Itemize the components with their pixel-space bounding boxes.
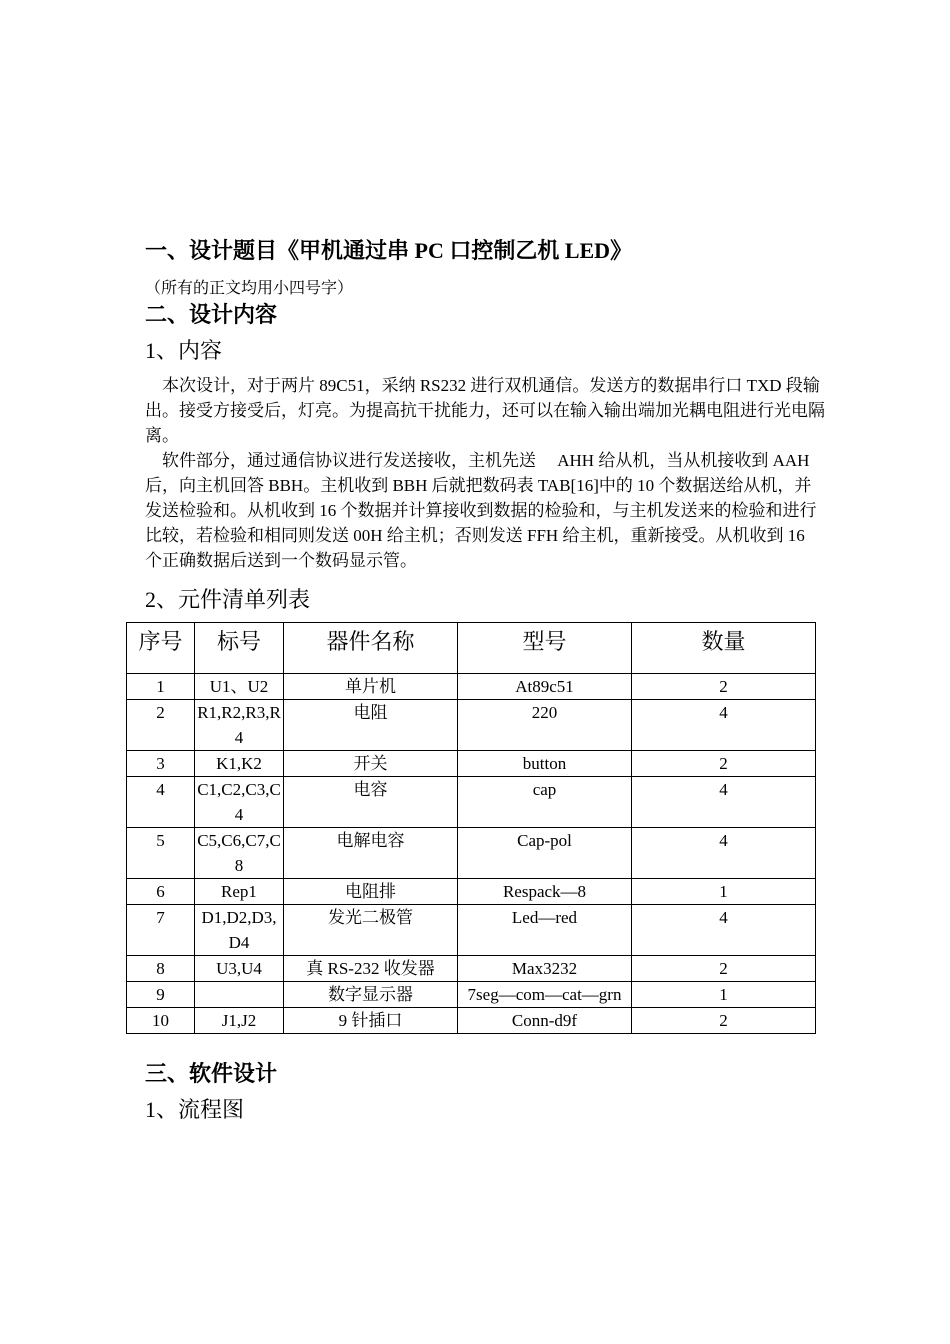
row-number-cell: 5 [127,828,195,879]
component-name-cell: 电容 [284,777,458,828]
table-header-row [127,623,816,674]
table-row [127,905,816,956]
table-row [127,828,816,879]
header-cell: 数量 [632,623,816,674]
row-number-cell: 7 [127,905,195,956]
section-heading-software-design: 三、软件设计 [145,1061,278,1086]
quantity-cell: 1 [632,879,816,905]
row-number-cell: 3 [127,751,195,777]
model-cell: Conn-d9f [458,1008,632,1034]
quantity-cell: 4 [632,828,816,879]
ref-label-cell: C1,C2,C3,C4 [195,777,284,828]
paragraph-text: 本次设计，对于两片 89C51，采纳 RS232 进行双机通信。发送方的数据串行口 TXD 段输出。接受方接受后，灯亮。为提高抗干扰能力，还可以在输入输出端加光耦电阻进行光电隔离。 [145,376,825,445]
header-cell: 器件名称 [284,623,458,674]
ref-label-cell: C5,C6,C7,C8 [195,828,284,879]
component-name-cell: 电阻排 [284,879,458,905]
ref-label-cell: D1,D2,D3,D4 [195,905,284,956]
quantity-cell: 4 [632,905,816,956]
table-row [127,751,816,777]
quantity-cell: 2 [632,1008,816,1034]
model-cell: 220 [458,700,632,751]
model-cell: Led—red [458,905,632,956]
body-paragraph-1 [145,373,825,448]
component-name-cell: 发光二极管 [284,905,458,956]
component-name-cell: 数字显示器 [284,982,458,1008]
header-cell: 序号 [127,623,195,674]
table-row [127,777,816,828]
table-row [127,674,816,700]
table-row [127,982,816,1008]
component-name-cell: 真 RS-232 收发器 [284,956,458,982]
row-number-cell: 6 [127,879,195,905]
quantity-cell: 4 [632,700,816,751]
design-title: 一、设计题目《甲机通过串 PC 口控制乙机 LED》 [145,238,633,263]
row-number-cell: 10 [127,1008,195,1034]
model-cell: At89c51 [458,674,632,700]
component-name-cell: 开关 [284,751,458,777]
font-size-note: （所有的正文均用小四号字） [145,280,354,297]
table-row [127,879,816,905]
quantity-cell: 2 [632,751,816,777]
component-name-cell: 电解电容 [284,828,458,879]
ref-label-cell [195,982,284,1008]
body-paragraph-2 [145,448,825,573]
component-name-cell: 单片机 [284,674,458,700]
ref-label-cell: Rep1 [195,879,284,905]
section-heading-design-content: 二、设计内容 [145,302,278,327]
header-cell: 标号 [195,623,284,674]
quantity-cell: 1 [632,982,816,1008]
row-number-cell: 2 [127,700,195,751]
row-number-cell: 9 [127,982,195,1008]
table-row [127,956,816,982]
subheading-flowchart: 1、流程图 [145,1097,245,1122]
model-cell: Cap-pol [458,828,632,879]
ref-label-cell: U1、U2 [195,674,284,700]
paragraph-text: 软件部分，通过通信协议进行发送接收，主机先送 AHH 给从机，当从机接收到 AAH 后，向主机回答 BBH。主机收到 BBH 后就把数码表 TAB[16]中的 10 个数据送给从机，并发送检验和。从机收到 16 个数据并计算接收到数据的检验和，与主机发送来的检验和进行比较，若检验和相同则发送 00H 给主机；否则发送 FFH 给主机，重新接受。从机收到 16 个正确数据后送到一个数码显示管。 [145,451,817,570]
table-row [127,700,816,751]
row-number-cell: 8 [127,956,195,982]
parts-list-table [126,622,816,1034]
row-number-cell: 1 [127,674,195,700]
row-number-cell: 4 [127,777,195,828]
component-name-cell: 9 针插口 [284,1008,458,1034]
quantity-cell: 4 [632,777,816,828]
ref-label-cell: K1,K2 [195,751,284,777]
model-cell: Respack—8 [458,879,632,905]
ref-label-cell: U3,U4 [195,956,284,982]
quantity-cell: 2 [632,674,816,700]
ref-label-cell: R1,R2,R3,R4 [195,700,284,751]
header-cell: 型号 [458,623,632,674]
component-name-cell: 电阻 [284,700,458,751]
model-cell: 7seg—com—cat—grn [458,982,632,1008]
quantity-cell: 2 [632,956,816,982]
model-cell: Max3232 [458,956,632,982]
model-cell: button [458,751,632,777]
subheading-content: 1、内容 [145,338,223,363]
table-row [127,1008,816,1034]
ref-label-cell: J1,J2 [195,1008,284,1034]
model-cell: cap [458,777,632,828]
subheading-parts-list: 2、元件清单列表 [145,587,311,612]
